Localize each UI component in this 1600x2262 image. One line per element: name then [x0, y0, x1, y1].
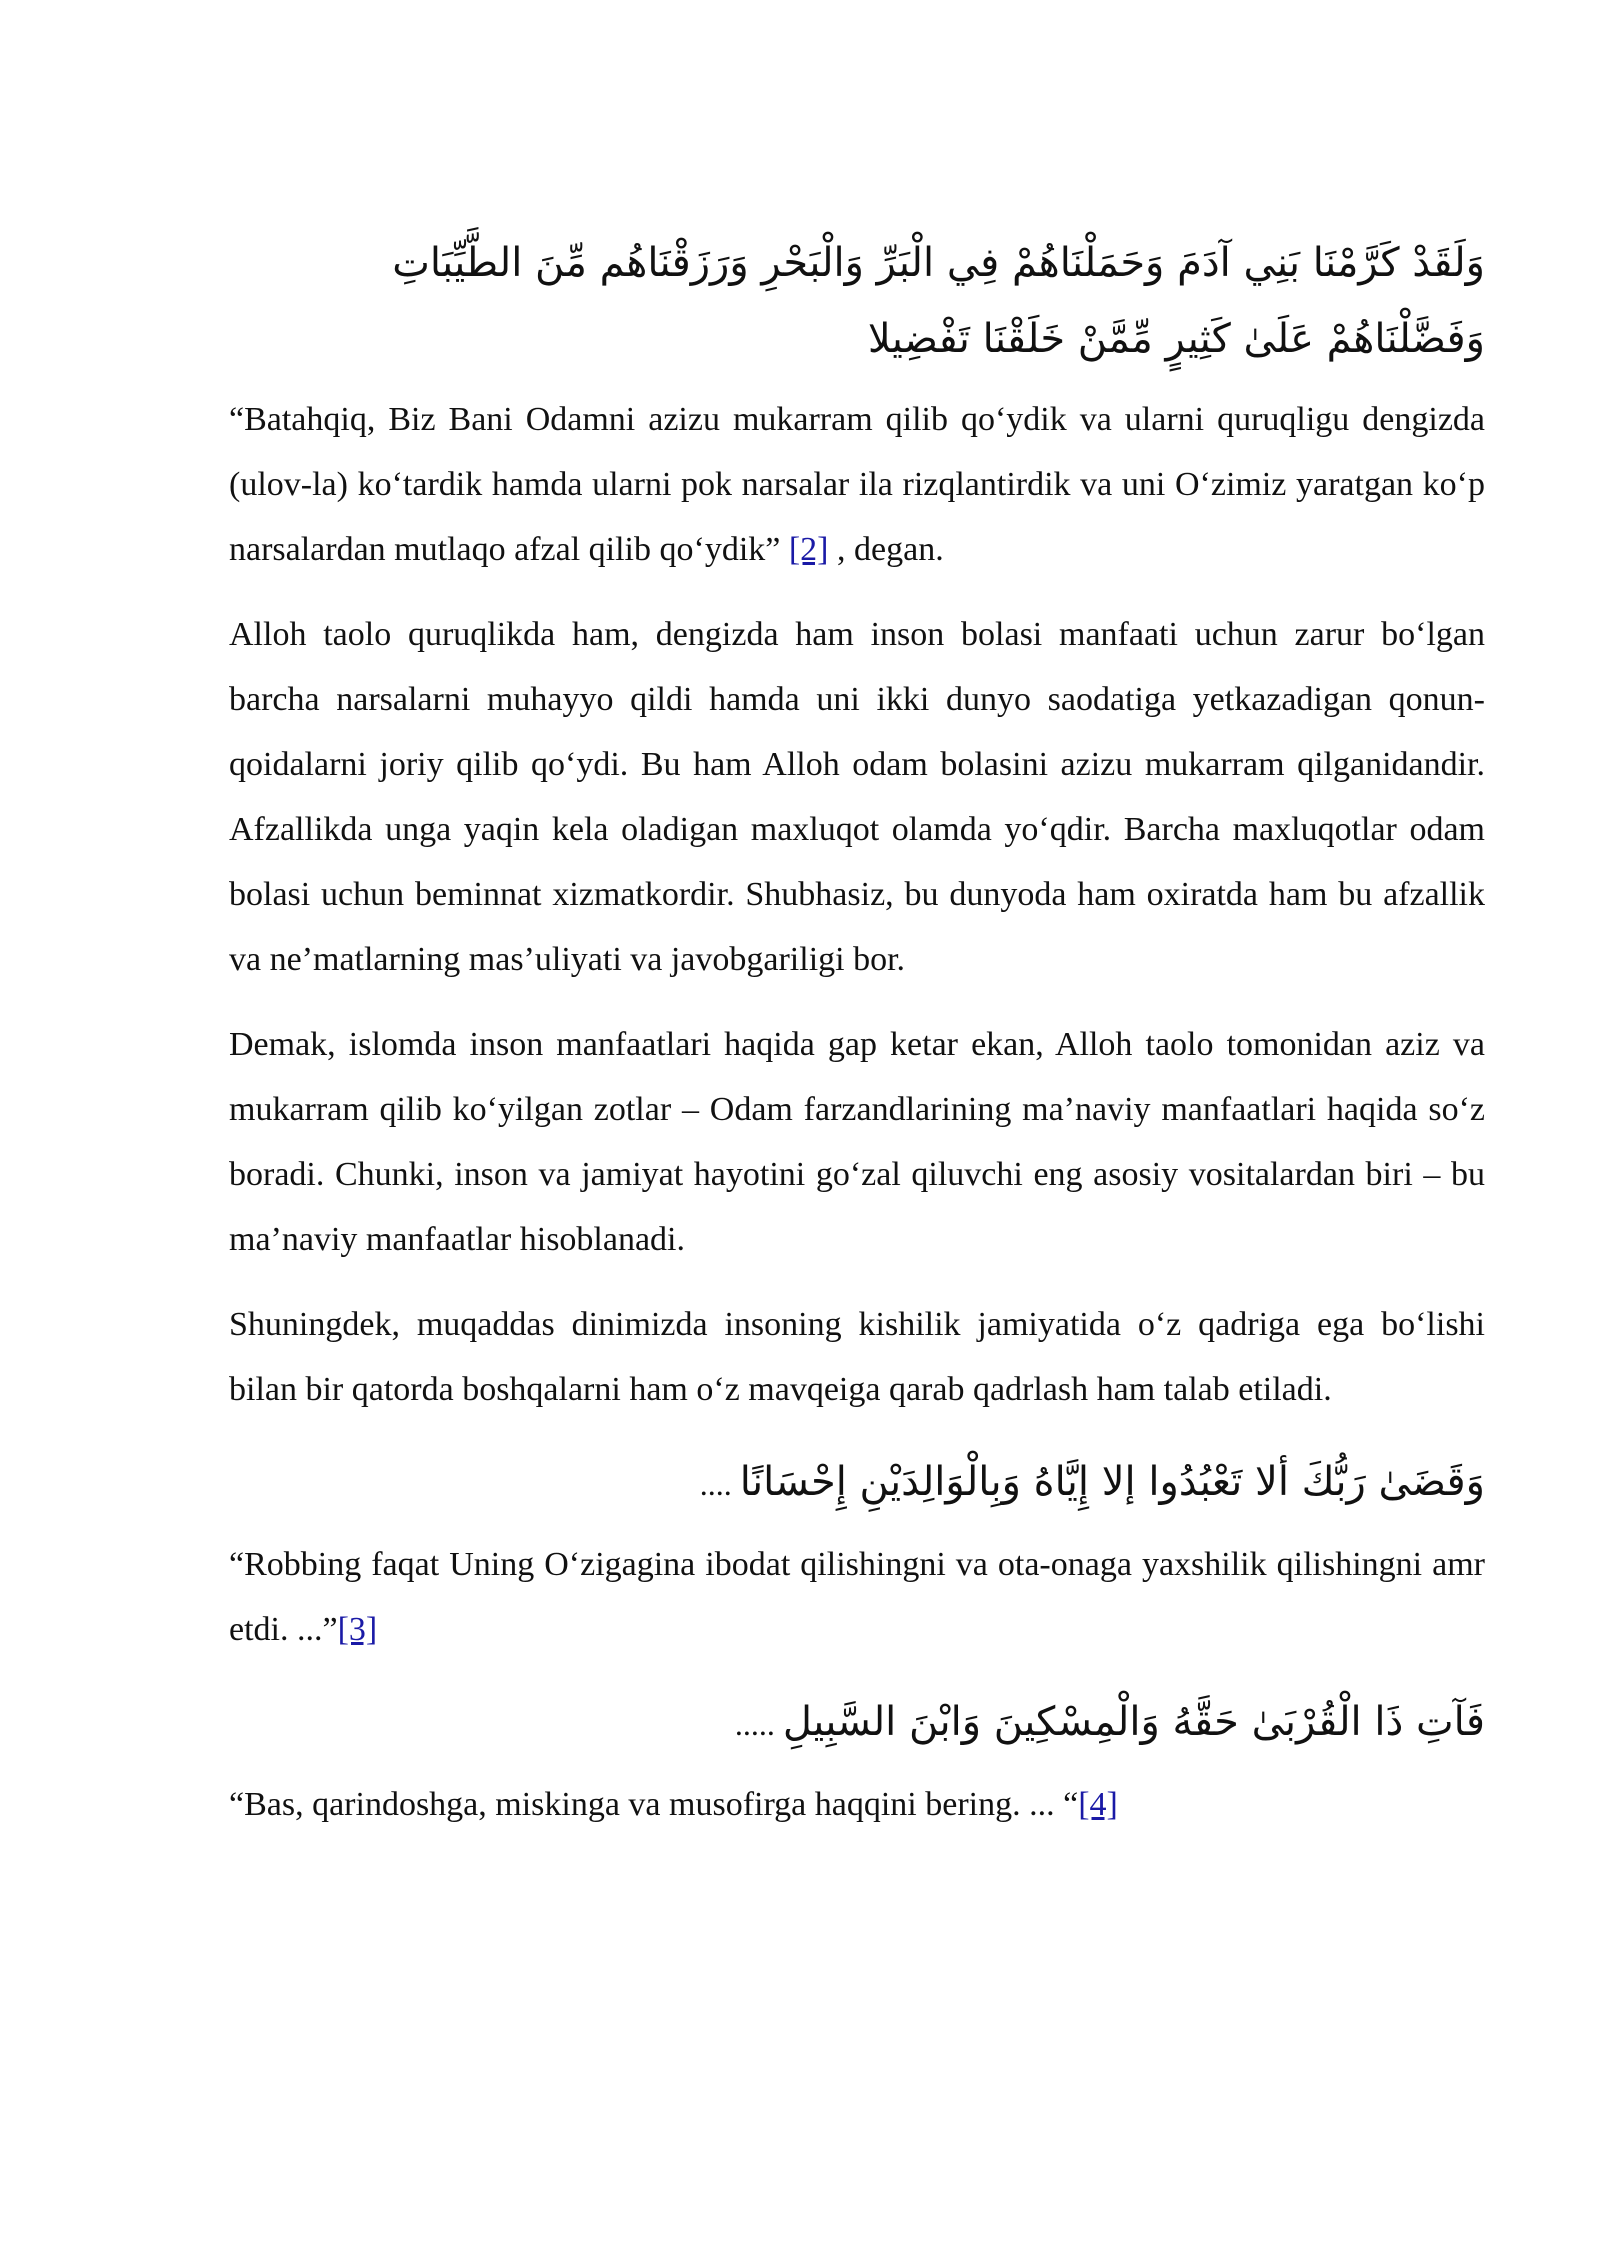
document-page — [229, 225, 1485, 1837]
quran-verse-1: وَلَقَدْ كَرَّمْنَا بَنِي آدَمَ وَحَمَلْنَاهُمْ فِي الْبَرِّ وَالْبَحْرِ وَرَزَقْنَاهُم مِّنَ الطَّيِّبَاتِ وَفَضَّلْنَاهُمْ عَلَىٰ كَثِيرٍ مِّمَّنْ خَلَقْنَا تَفْضِيلا — [392, 240, 1485, 362]
translation-text: “Batahqiq, Biz Bani Odamni azizu mukarram qilib qo‘ydik va ularni quruqligu dengizda (ulov-la) ko‘tardik hamda ularni pok narsalar ila rizqlantirdik va uni O‘zimiz yaratgan ko‘p narsalardan mutlaqo afzal qilib qo‘ydik” — [229, 401, 1485, 568]
verse-1-translation — [229, 387, 1485, 582]
body-paragraph-3: Shuningdek, muqaddas dinimizda insoning kishilik jamiyatida o‘z qadriga ega bo‘lishi bilan bir qatorda boshqalarni ham o‘z mavqeiga qarab qadrlash ham talab etiladi. — [229, 1306, 1485, 1408]
body-paragraph-2: Demak, islomda inson manfaatlari haqida gap ketar ekan, Alloh taolo tomonidan aziz va mukarram qilib ko‘yilgan zotlar – Odam farzandlarining ma’naviy manfaatlari haqida so‘z boradi. Chunki, inson va jamiyat hayotini go‘zal qiluvchi eng asosiy vositalardan biri – bu ma’naviy manfaatlar hisoblanadi. — [229, 1026, 1485, 1258]
footnote-link-2[interactable]: [2] — [788, 531, 829, 568]
verse-2-ellipsis: .... — [699, 1466, 740, 1502]
verse-3-ellipsis: ..... — [734, 1706, 783, 1742]
quran-verse-2 — [229, 1444, 1485, 1522]
verse-3-text: فَآتِ ذَا الْقُرْبَىٰ حَقَّهُ وَالْمِسْكِينَ وَابْنَ السَّبِيلِ — [782, 1699, 1485, 1745]
body-paragraph-1: Alloh taolo quruqlikda ham, dengizda ham inson bolasi manfaati uchun zarur bo‘lgan barcha narsalarni muhayyo qildi hamda uni ikki dunyo saodatiga yetkazadigan qonun-qoidalarni joriy qilib qo‘ydi. Bu ham Alloh odam bolasini azizu mukarram qilganidandir. Afzallikda unga yaqin kela oladigan maxluqot olamda yo‘qdir. Barcha maxluqotlar odam bolasi uchun beminnat xizmatkordir. Shubhasiz, bu dunyoda ham oxiratda ham bu afzallik va ne’matlarning mas’uliyati va javobgariligi bor. — [229, 616, 1485, 978]
verse-2-translation — [229, 1532, 1485, 1662]
quran-verse-3 — [229, 1684, 1485, 1762]
verse-2-text: وَقَضَىٰ رَبُّكَ ألا تَعْبُدُوا إلا إِيَّاهُ وَبِالْوَالِدَيْنِ إِحْسَانًا — [739, 1459, 1485, 1505]
translation-suffix: , degan. — [828, 531, 944, 568]
translation-text: “Bas, qarindoshga, miskinga va musofirga haqqini bering. ... “ — [229, 1786, 1079, 1823]
footnote-link-4[interactable]: [4] — [1078, 1786, 1118, 1823]
translation-text: “Robbing faqat Uning O‘zigagina ibodat qilishingni va ota-onaga yaxshilik qilishingni amr etdi. ...” — [229, 1546, 1485, 1648]
verse-3-translation — [229, 1772, 1485, 1837]
footnote-link-3[interactable]: [3] — [337, 1611, 378, 1648]
